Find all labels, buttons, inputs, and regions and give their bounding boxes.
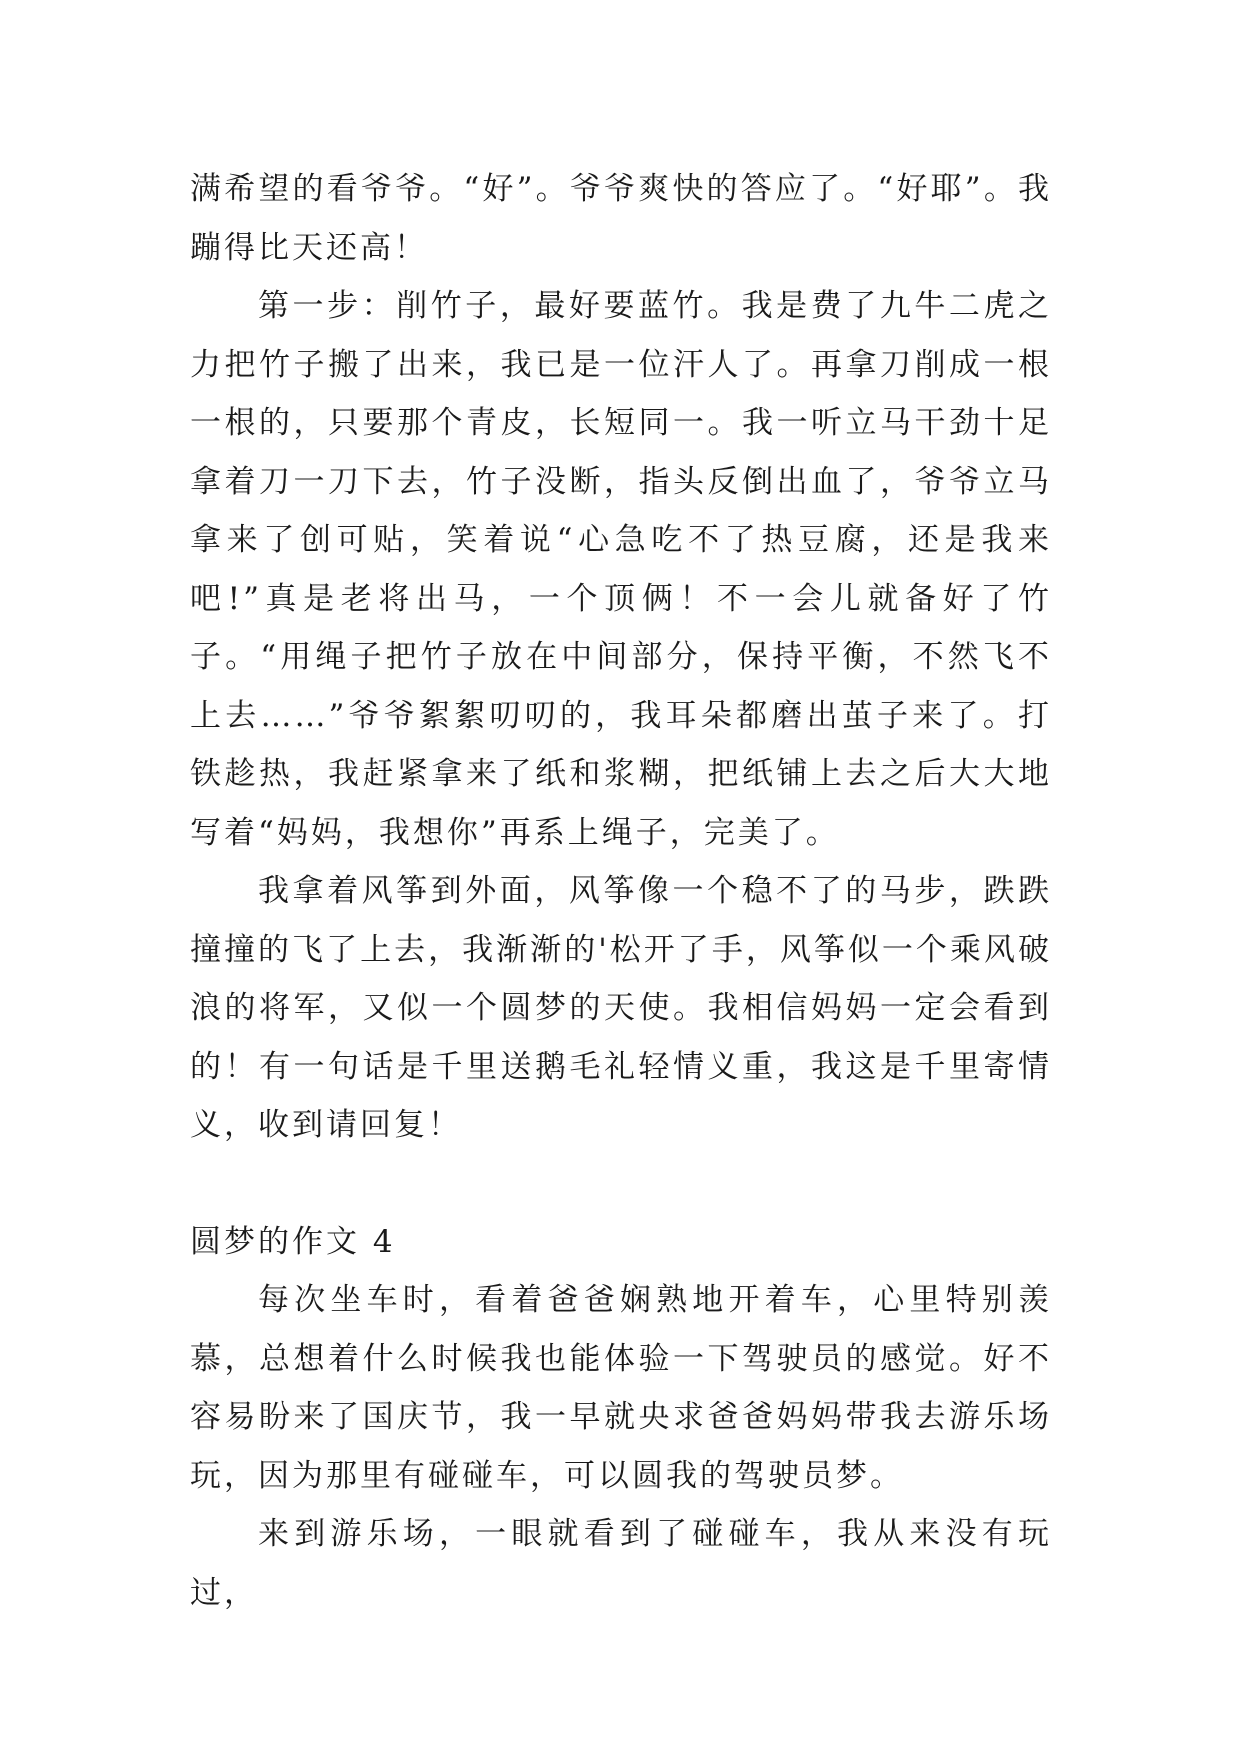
paragraph-amusement-park: 来到游乐场，一眼就看到了碰碰车，我从来没有玩过， [190, 1516, 1052, 1611]
paragraph-flying-kite: 我拿着风筝到外面，风筝像一个稳不了的马步，跌跌撞撞的飞了上去，我渐渐的'松开了手，风筝似一个乘风破浪的将军，又似一个圆梦的天使。我相信妈妈一定会看到的！有一句话是千里送鹅毛礼轻情义重，我这是千里寄情义，收到请回复！ [190, 873, 1052, 1143]
section-heading: 圆梦的作文 4 [190, 1223, 396, 1260]
text-column [190, 160, 1052, 1622]
paragraph-bumper-car-intro: 每次坐车时，看着爸爸娴熟地开着车，心里特别羡慕，总想着什么时候我也能体验一下驾驶员的感觉。好不容易盼来了国庆节，我一早就央求爸爸妈妈带我去游乐场玩，因为那里有碰碰车，可以圆我的驾驶员梦。 [190, 1282, 1052, 1494]
paragraph-continued: 满希望的看爷爷。“好”。爷爷爽快的答应了。“好耶”。我蹦得比天还高！ [190, 171, 1052, 266]
paragraph-making-kite: 第一步：削竹子，最好要蓝竹。我是费了九牛二虎之力把竹子搬了出来，我已是一位汗人了。再拿刀削成一根一根的，只要那个青皮，长短同一。我一听立马干劲十足拿着刀一刀下去，竹子没断，指头反倒出血了，爷爷立马拿来了创可贴，笑着说“心急吃不了热豆腐，还是我来吧!”真是老将出马，一个顶俩！不一会儿就备好了竹子。“用绳子把竹子放在中间部分，保持平衡，不然飞不上去……”爷爷絮絮叨叨的，我耳朵都磨出茧子来了。打铁趁热，我赶紧拿来了纸和浆糊，把纸铺上去之后大大地写着“妈妈，我想你”再系上绳子，完美了。 [190, 288, 1052, 851]
